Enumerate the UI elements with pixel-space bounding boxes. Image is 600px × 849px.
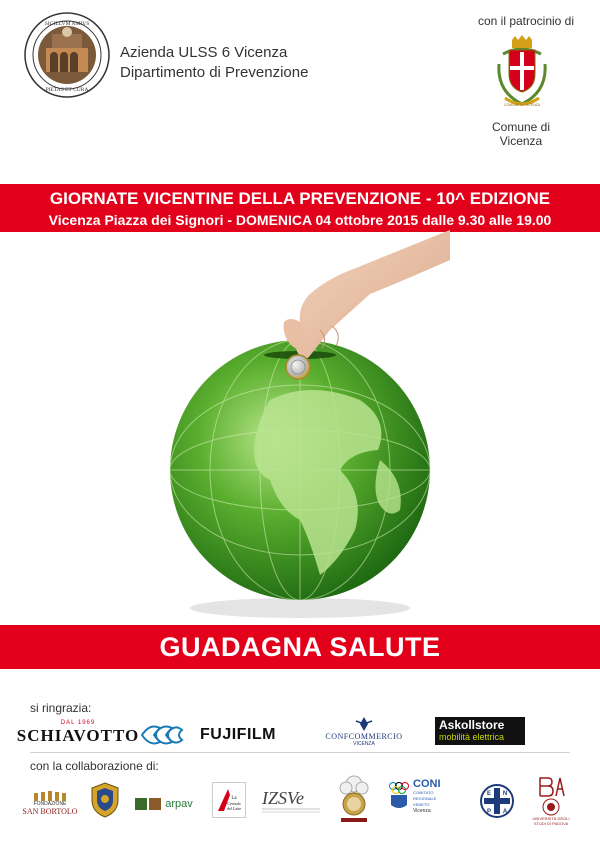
hand-icon — [284, 230, 450, 358]
event-details: Vicenza Piazza dei Signori - DOMENICA 04 ottobre 2015 dalle 9.30 alle 19.00 — [48, 212, 552, 228]
enpa-logo-icon — [480, 784, 514, 818]
collaboration-label: con la collaborazione di: — [30, 759, 159, 773]
event-banner — [0, 184, 600, 232]
san-bortolo-name: SAN BORTOLO — [22, 806, 78, 816]
svg-text:Centrale: Centrale — [227, 801, 241, 806]
askoll-store-logo — [435, 717, 525, 745]
coni-subtitle: COMITATO REGIONALE VENETO — [413, 790, 437, 807]
fondazione-san-bortolo-logo — [22, 788, 78, 818]
org-line-2: Dipartimento di Prevenzione — [120, 64, 309, 81]
section-divider — [30, 752, 570, 753]
vicenza-crest-icon — [493, 34, 551, 110]
globe-icon — [170, 340, 430, 618]
comune-line-2: Vicenza — [499, 134, 543, 148]
confcommercio-emblem-icon — [354, 716, 374, 732]
globe-piggybank-illustration — [150, 230, 450, 625]
svg-text:E: E — [486, 791, 492, 797]
svg-text:PIETAS ET CURA: PIETAS ET CURA — [45, 87, 89, 93]
chef-hat-icon — [337, 774, 371, 826]
arpav-square-icon — [149, 798, 161, 810]
fujifilm-logo: FUJIFILM — [200, 726, 276, 743]
arpav-name: arpav — [165, 798, 193, 810]
confcommercio-logo — [325, 712, 403, 750]
coni-name: CONI — [413, 778, 441, 790]
patronage-label: con il patrocinio di — [477, 14, 575, 28]
centrale-latte-logo — [212, 782, 246, 818]
svg-text:IZSVe: IZSVe — [262, 788, 304, 808]
coni-logo — [388, 776, 448, 816]
olympic-rings-icon — [388, 781, 410, 811]
polizia-locale-badge-icon — [90, 782, 120, 818]
comune-label — [480, 120, 562, 148]
svg-text:COMUNE DI VICENZA: COMUNE DI VICENZA — [503, 103, 541, 107]
izsve-logo — [258, 784, 324, 820]
svg-text:SIGILLVM AMIVS: SIGILLVM AMIVS — [44, 21, 90, 27]
thanks-label: si ringrazia: — [30, 701, 92, 715]
org-line-1: Azienda ULSS 6 Vicenza — [120, 44, 288, 61]
arpav-logo — [130, 796, 198, 812]
eos-logo-icon — [140, 722, 184, 748]
header — [0, 0, 600, 180]
universita-padova-logo — [526, 774, 576, 828]
san-bortolo-foundation: FONDAZIONE — [33, 800, 67, 807]
centrale-latte-icon — [214, 785, 244, 815]
svg-text:A: A — [502, 809, 508, 815]
svg-text:N: N — [502, 791, 508, 797]
schiavotto-logo — [16, 720, 140, 746]
unipd-bo-mark-icon — [536, 776, 566, 798]
svg-text:La: La — [231, 796, 237, 801]
askoll-store-tagline: mobilità elettrica — [439, 732, 505, 742]
slogan-banner: GUADAGNA SALUTE — [0, 625, 600, 669]
comune-line-1: Comune di — [491, 120, 551, 134]
coni-city: Vicenza — [413, 808, 431, 814]
san-bortolo-emblem-icon — [32, 791, 68, 801]
schiavotto-name: SCHIAVOTTO — [16, 726, 140, 745]
izsve-mark-icon — [258, 784, 324, 820]
event-title: GIORNATE VICENTINE DELLA PREVENZIONE - 10^ EDIZIONE — [49, 189, 551, 208]
confcommercio-name: CONFCOMMERCIO — [325, 731, 403, 741]
unipd-name: UNIVERSITÀ DEGLI STUDI DI PADOVA — [532, 816, 570, 826]
coin-icon — [286, 355, 310, 379]
askoll-store-name: Askollstore — [439, 718, 505, 732]
arpav-square-icon — [135, 798, 147, 810]
svg-text:del Latte: del Latte — [226, 806, 242, 811]
schiavotto-tagline: DAL 1969 — [60, 720, 96, 726]
unipd-seal-icon — [542, 798, 560, 816]
organization-name — [120, 43, 308, 83]
confcommercio-city: VICENZA — [353, 740, 375, 747]
ulss-seal-icon — [24, 12, 110, 98]
svg-text:P: P — [486, 809, 492, 815]
